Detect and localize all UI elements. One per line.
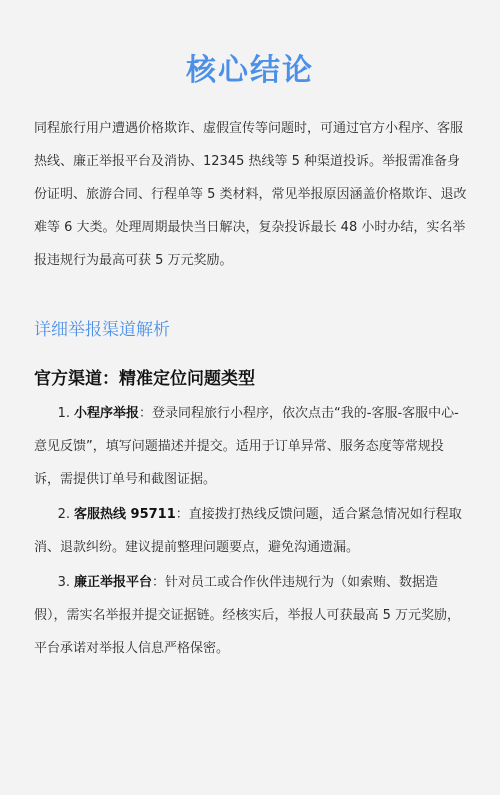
list-item-text: ：登录同程旅行小程序，依次点击“我的-客服-客服中心-意见反馈”，填写问题描述并提交。适用于订单异常、服务态度等常规投诉，需提供订单号和截图证据。 <box>34 406 459 487</box>
summary-paragraph: 同程旅行用户遭遇价格欺诈、虚假宣传等问题时，可通过官方小程序、客服热线、廉正举报平台及消协、12345 热线等 5 种渠道投诉。举报需准备身份证明、旅游合同、行程单等 5 类材料，常见举报原因涵盖价格欺诈、退改难等 6 大类。处理周期最快当日解决，复杂投诉最长 48 小时办结，实名举报违规行为最高可获 5 万元奖励。 <box>34 121 467 268</box>
list-item-text: ：针对员工或合作伙伴违规行为（如索贿、数据造假），需实名举报并提交证据链。经核实后，举报人可获最高 5 万元奖励，平台承诺对举报人信息严格保密。 <box>34 575 461 656</box>
page-title: 核心结论 <box>186 53 314 88</box>
list-item-label: 廉正举报平台 <box>74 575 153 590</box>
list-item-label: 小程序举报 <box>74 406 140 421</box>
list-item-number: 1. <box>57 406 70 421</box>
sub-heading: 官方渠道：精准定位问题类型 <box>34 369 255 389</box>
channel-list <box>34 397 464 667</box>
list-item <box>34 566 464 665</box>
list-item <box>34 397 464 496</box>
list-item <box>34 498 464 564</box>
list-item-number: 2. <box>57 507 70 522</box>
section-heading: 详细举报渠道解析 <box>34 320 170 340</box>
list-item-label: 客服热线 95711 <box>74 507 176 522</box>
list-item-number: 3. <box>57 575 70 590</box>
list-item-text: ：直接拨打热线反馈问题，适合紧急情况如行程取消、退款纠纷。建议提前整理问题要点，避免沟通遗漏。 <box>34 507 462 555</box>
